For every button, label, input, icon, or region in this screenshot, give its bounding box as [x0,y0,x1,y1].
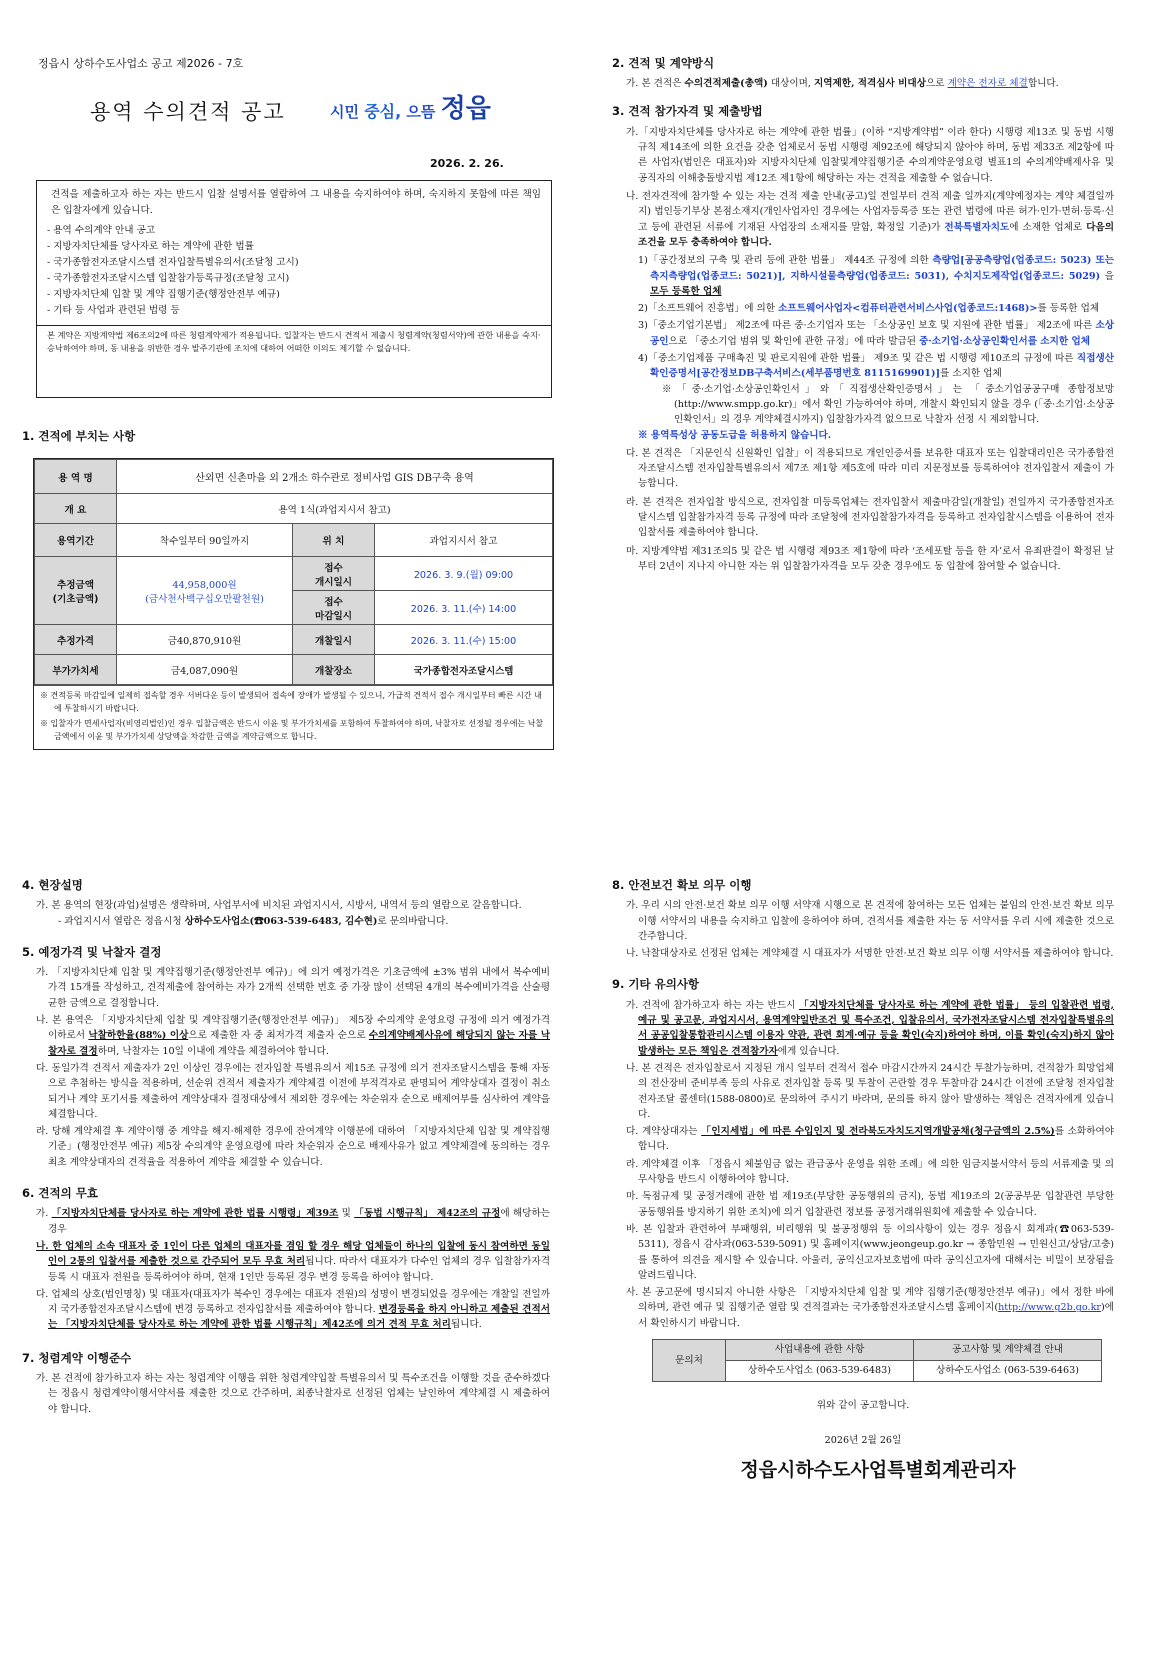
section-heading-2: 2. 견적 및 계약방식 [612,56,715,70]
misc-clause-ga: 가. 견적에 참가하고자 하는 자는 반드시 「지방자치단체를 당사자로 하는 계약에 관한 법률」 등의 입찰관련 법령, 예규 및 공고문, 과업지시서, 용역계약일반조건 및 특수조건, 입찰유의서, 국가전자조달시스템 전자입찰특별유의서 공공입찰통합관리시스템 이용자 약관, 관련 회계·예규 등을 확인(숙지)하여야 하며, 이를 확인(숙지)하지 않아 발생하는 모든 책임은 견적참가자에게 있습니다. [626,999,1114,1057]
notice-intro: 견적을 제출하고자 하는 자는 반드시 입찰 설명서를 열람하여 그 내용을 숙지하여야 하며, 숙지하지 못함에 따른 책임은 입찰자에게 있습니다. [51,189,541,216]
open-datetime-value: 2026. 3. 9.(월) 09:00 [375,557,553,591]
section-heading-4: 4. 현장설명 [22,878,83,892]
left-top-column [36,56,550,71]
label-open-datetime: 접수 개시일시 [293,557,375,591]
label-vat: 부가가치세 [35,655,117,685]
vat-value: 금4,087,090원 [117,655,293,685]
bid-info-table [34,459,553,685]
closing-date: 2026년 2월 26일 [824,1435,902,1447]
section-heading-5: 5. 예정가격 및 낙찰자 결정 [22,944,162,959]
misc-clause-ra: 라. 계약체결 이후 「정읍시 체불임금 없는 관급공사 운영을 위한 조례」에 의한 임금지불서약서 등의 서류제출 및 의무사항을 반드시 이행하여야 합니다. [626,1158,1114,1186]
label-location: 위 치 [293,524,375,557]
g2b-link[interactable]: http://www.g2b.go.kr [998,1302,1101,1314]
label-bid-opening: 개찰일시 [293,625,375,655]
label-period: 용역기간 [35,524,117,557]
misc-clause-ma: 마. 독점규제 및 공정거래에 관한 법 제19조(부당한 공동행위의 금지), 동법 제19조의 2(공공부문 입찰관련 부당한 공동행위를 방지하기 위한 조치)에 의거 입찰관련 정보를 공정거래위원회에 제출할 수 있습니다. [626,1191,1114,1218]
condition-2: 2)「소프트웨어 진흥법」에 의한 소프트웨어사업자<컴퓨터관련서비스사업(업종코드:1468)>를 등록한 업체 [638,303,1100,315]
clause-ma: 마. 지방계약법 제31조의5 및 같은 법 시행령 제93조 제1항에 따라 ‘조세포탈 등을 한 자’로서 유죄판결이 확정된 날부터 2년이 지나지 아니한 자는 위 입찰참가자격을 모두 갖춘 경우에도 동 입찰에 참여할 수 없습니다. [626,545,1114,572]
table-notes [34,685,553,749]
left-bottom-column [22,878,550,1417]
clause-na: 나. 전자견적에 참가할 수 있는 자는 견적 제출 안내(공고)일 전일부터 견적 제출 일까지(계약예정자는 계약 체결일까지) 법인등기부상 본점소재지(개인사업자인 경우에는 사업자등록증 또는 관련 법령에 따른 허가·인가·면허·등록·신고 등에 관련된 서류에 기재된 사업장의 소재지를 말함, 확정일 기준)가 전북특별자치도에 소재한 업체로 다음의 조건을 모두 충족하여야 합니다. [626,191,1114,248]
misc-clause-na: 나. 본 견적은 전자입찰로서 지정된 개시 일부터 견적서 접수 마감시간까지 24시간 투찰가능하며, 견적참가 희망업체의 전산장비 준비부족 등의 사유로 전자입찰 등록 및 투찰이 곤란할 경우 투찰마감 24시간 이전에 조달청 전자입찰 전자조달 콜센터(1588-0800)로 문의하여 주시기 바라며, 문의를 하지 않아 발생하는 책임은 견적자에게 있습니다. [626,1062,1114,1120]
notice-item: - 국가종합전자조달시스템 입찰참가등록규정(조달청 고시) [47,273,290,284]
site-contact: - 과업지시서 열람은 정읍시청 상하수도사업소(☎063-539-6483, 김수현)로 문의바랍니다. [58,915,449,927]
clause-ga: 가.「지방자치단체를 당사자로 하는 계약에 관한 법률」(이하 “지방계약법” 이라 한다) 시행령 제13조 및 동법 시행규칙 제14조에 의한 요건을 갖춘 업체로서 동법 시행령 제92조에 해당되지 않아야 하며, 동법 제33조 제2항에 따른 사업자(법인은 대표자)와 지방자치단체 입찰및계약집행기준 수의계약운영요령 별표1의 수의계약배제사유 및 공직자의 이해충돌방지법 제12조 제1항에 해당하는 자는 견적을 제출할 수 없습니다. [626,126,1114,184]
bid-opening-value: 2026. 3. 11.(수) 15:00 [375,625,553,655]
section-heading-6: 6. 견적의 무효 [22,1186,98,1201]
table-note: ※ 견적등록 마감일에 일제히 접속할 경우 서버다운 등이 발생되어 접속에 장애가 발생될 수 있으니, 가급적 견적서 접수 개시일부터 빠른 시간 내에 투찰하시기 바랍니다. [40,691,542,713]
contact-header-business: 사업내용에 관한 사항 [726,1340,914,1361]
estimated-amount-value: 44,958,000원 (금사천사백구십오만팔천원) [117,557,293,625]
city-slogan-logo: 시민 중심, 으뜸 정읍 [330,94,491,124]
section-heading-9: 9. 기타 유의사항 [612,977,700,992]
contact-label: 문의처 [653,1340,726,1382]
bid-info-table-wrapper [33,458,554,750]
location-value: 과업지시서 참고 [375,524,553,557]
contact-business-phone: 상하수도사업소 (063-539-6483) [726,1361,914,1382]
integrity-clause-ga: 가. 본 견적에 참가하고자 하는 자는 청렴계약 이행을 위한 청렴계약입찰 특별유의서 및 특수조건을 이행할 것을 준수하겠다는 정읍시 청렴계약이행서약서를 제출한 것으로 간주하며, 최종낙찰자로 선정된 업체는 날인하여 계약체결 시 제출하여야 합니다. [36,1373,550,1415]
service-name: 산외면 신촌마을 외 2개소 하수관로 정비사업 GIS DB구축 용역 [117,460,553,494]
label-service-name: 용 역 명 [35,460,117,494]
notice-box [36,180,552,398]
announcement-number: 정읍시 상하수도사업소 공고 제2026 - 7호 [38,57,244,70]
price-clause-ra: 라. 당해 계약체결 후 계약이행 중 계약을 해지·해제한 경우에 잔여계약 이행분에 대하여 「지방자치단체 입찰 및 계약집행기준」(행정안전부 예규) 제5장 수의계약 운영요령에 따라 차순위자 순으로 배제사유가 없고 계약체결에 동의하는 경우 최초 계약상대자의 견적율을 적용하여 계약을 체결할 수 있습니다. [36,1126,550,1168]
section-heading-3: 3. 견적 참가자격 및 제출방법 [612,103,763,118]
table-note: ※ 입찰자가 면세사업자(비영리법인)인 경우 입찰금액은 반드시 이윤 및 부가가치세를 포함하여 투찰하여야 하며, 낙찰자로 선정될 경우에는 낙찰금액에서 이윤 및 부가가치세 상당액을 차감한 금액을 계약금액으로 합니다. [40,719,544,741]
site-clause-ga: 가. 본 용역의 현장(과업)설명은 생략하며, 사업부서에 비치된 과업지시서, 시방서, 내역서 등의 열람으로 갈음합니다. [36,900,522,912]
contact-header-contract: 공고사항 및 계약체결 안내 [914,1340,1102,1361]
safety-clause-ga: 가. 우리 시의 안전·보건 확보 의무 이행 서약재 시행으로 본 견적에 참여하는 모든 업체는 붙임의 안전·보건 확보 의무 이행 서약서의 내용을 숙지하고 입찰에 응하여야 하며, 견적서를 제출한 자는 동 서약서를 우리 시에 제출한 것으로 간주합니다. [626,900,1114,942]
misc-clause-da: 다. 계약상대자는 「인지세법」에 따른 수입인지 및 전라북도자치도지역개발공채(청구금액의 2.5%)를 소화하여야 합니다. [626,1126,1114,1153]
notice-item: - 지방자치단체를 당사자로 하는 계약에 관한 법률 [47,241,254,252]
issuing-organization: 정읍시하수도사업특별회계관리자 [740,1458,1016,1481]
price-clause-na: 나. 본 용역은 「지방자치단체 입찰 및 계약집행기준(행정안전부 예규)」 제5장 수의계약 운영요령 규정에 의거 예정가격 이하로서 낙찰하한율(88%) 이상으로 제출한 자 중 최저가격 제출자 순으로 수의계약배제사유에 해당되지 않는 자를 낙찰자로 결정하며, 낙찰자는 10일 이내에 계약을 체결하여야 합니다. [36,1015,550,1057]
contact-contract-phone: 상하수도사업소 (063-539-6463) [914,1361,1102,1382]
contact-table [652,1339,1102,1382]
label-estimated-price: 추정가격 [35,625,117,655]
notice-item: - 국가종합전자조달시스템 전자입찰특별유의서(조달청 고시) [47,257,299,268]
section-heading-7: 7. 청렴계약 이행준수 [22,1350,132,1365]
misc-clause-ba: 바. 본 입찰과 관련하여 부패행위, 비리행위 및 불공정행위 등 이의사항이 있는 경우 정읍시 회계과(☎063-539-5311), 정읍시 감사과(063-539-5091) 및 홈페이지(www.jeongeup.go.kr → 종합민원 → 민원신고/상담/고충)를 통하여 의견을 제시할 수 있습니다. 아울러, 공익신고자보호법에 따라 공익신고자에 대해서는 비밀이 보장됨을 알려드립니다. [626,1223,1114,1281]
invalid-clause-ga: 가. 「지방자치단체를 당사자로 하는 계약에 관한 법률 시행령」제39조 및 「동법 시행규칙」 제42조의 규정에 해당하는 경우 [36,1208,550,1235]
page-title: 용역 수의견적 공고 [90,100,286,124]
close-datetime-value: 2026. 3. 11.(수) 14:00 [375,591,553,625]
notice-item: - 기타 등 사업과 관련된 법령 등 [47,305,180,316]
notice-list [47,223,541,319]
price-clause-da: 다. 동일가격 견적서 제출자가 2인 이상인 경우에는 전자입찰 특별유의서 제15조 규정에 의거 전자조달시스템을 통해 자동으로 추첨하는 방식을 적용하며, 선순위 견적서 제출자가 계약체결 이전에 부적격자로 판명되어 계약상대자 결정이 취소되거나 계약 포기서를 제출하여 계약상대자 결정대상에서 제외한 경우에는 차순위자 순으로 배제여부를 심사하여 계약을 체결합니다. [36,1062,550,1120]
condition-4-note: ※「중·소기업·소상공인확인서」와「직접생산확인증명서」는 「중소기업공공구매 종합정보망 (http://www.smpp.go.kr)」에서 확인 가능하여야 하며, 개찰시 확인되지 않을 경우 (「중·소기업·소상공인확인서」의 경우 계약체결시까지) 입찰참가자격 없으므로 낙찰자 선정 시 제외합니다. [662,383,1114,426]
label-opening-place: 개찰장소 [293,655,375,685]
notice-item: - 지방자치단체 입찰 및 계약 집행기준(행정안전부 예규) [47,289,280,300]
joint-contract-note: ※ 용역특성상 공동도급을 허용하지 않습니다. [638,429,832,441]
condition-3: 3)「중소기업기본법」 제2조에 따른 중·소기업자 또는 「소상공인 보호 및 지원에 관한 법률」 제2조에 따른 소상공인으로 「중소기업 범위 및 확인에 관한 규정」에 따라 발급된 중·소기업·소상공인확인서를 소지한 업체 [638,320,1114,347]
label-estimated-amount: 추정금액 (기초금액) [35,557,117,625]
right-top-column [612,56,1114,574]
condition-4: 4)「중소기업제품 구매촉진 및 판로지원에 관한 법률」 제9조 및 같은 법 시행령 제10조의 규정에 따른 직접생산확인증명서[공간정보DB구축서비스(세부품명번호 8115169901)]를 소지한 업체 [638,353,1114,380]
invalid-clause-na: 나. 한 업체의 소속 대표자 중 1인이 다른 업체의 대표자를 겸임 할 경우 해당 업체들이 하나의 입찰에 동시 참여하면 동일인이 2통의 입찰서를 제출한 것으로 간주되어 모두 무효 처리됩니다. 따라서 대표자가 다수인 업체의 경우 입찰참가자격 등록 시 대표자 전원을 등록하여야 하며, 현재 1인만 등록된 경우 변경 등록을 하여야 합니다. [36,1240,550,1283]
section-heading-1: 1. 견적에 부치는 사항 [22,429,136,443]
section-heading-8: 8. 안전보건 확보 의무 이행 [612,878,752,892]
announcement-date: 2026. 2. 26. [430,157,504,170]
notice-item: - 용역 수의계약 안내 공고 [47,225,156,236]
condition-1: 1)「공간정보의 구축 및 관리 등에 관한 법률」 제44조 규정에 의한 측량업[공공측량업(업종코드: 5023) 또는 측지측량업(업종코드: 5021)], 지하시설물측량업(업종코드: 5031), 수치지도제작업(업종코드: 5029) 을 모두 등록한 업체 [638,255,1114,297]
estimated-price-value: 금40,870,910원 [117,625,293,655]
integrity-contract-note: 본 계약은 지방계약법 제6조의2에 따른 청렴계약제가 적용됩니다. 입찰자는 반드시 견적서 제출시 청렴계약(청렴서약)에 관한 내용을 숙지·승낙하여야 하며, 동 내용을 위반한 경우 발주기관에 조치에 대하여 어떠한 이의도 제기할 수 없습니다. [37,325,551,358]
period-value: 착수일부터 90일까지 [117,524,293,557]
clause-da: 다. 본 견적은 「지문인식 신원확인 입찰」이 적용되므로 개인인증서를 보유한 대표자 또는 입찰대리인은 국가종합전자조달시스템 전자입찰특별유의서 제7조 제1항 제5호에 따라 미리 지문정보를 등록하여야 전자입찰서 제출이 가능합니다. [626,447,1114,490]
opening-place-value: 국가종합전자조달시스템 [375,655,553,685]
label-close-datetime: 접수 마감일시 [293,591,375,625]
closing-statement: 위와 같이 공고합니다. [816,1400,910,1412]
safety-clause-na: 나. 낙찰대상자로 선정된 업체는 계약체결 시 대표자가 서명한 안전·보건 확보 의무 이행 서약서를 제출하여야 합니다. [626,948,1114,960]
overview-value: 용역 1식(과업지시서 참고) [117,494,553,524]
invalid-clause-da: 다. 업체의 상호(법인명칭) 및 대표자(대표자가 복수인 경우에는 대표자 전원)의 성명이 변경되었을 경우에는 개찰일 전일까지 국가종합전자조달시스템에 변경 등록하고 전자입찰서를 제출하여야 합니다. 변경등록을 하지 아니하고 제출된 견적서는 「지방자치단체를 당사자로 하는 계약에 관한 법률 시행규칙」제42조에 의거 견적 무효 처리됩니다. [36,1288,550,1331]
label-overview: 개 요 [35,494,117,524]
price-clause-ga: 가. 「지방자치단체 입찰 및 계약집행기준(행정안전부 예규)」에 의거 예정가격은 기초금액에 ±3% 범위 내에서 복수예비가격 15개를 작성하고, 견적제출에 참여하는 자가 2개씩 선택한 번호 중 가장 많이 선택된 4개의 복수예비가격을 산술평균한 금액으로 결정합니다. [36,967,550,1009]
right-bottom-column [612,878,1114,1481]
misc-clause-sa: 사. 본 공고문에 명시되지 아니한 사항은 「지방자치단체 입찰 및 계약 집행기준(행정안전부 예규)」에서 정한 바에 의하며, 관련 예규 및 집행기준 열람 및 견적결과는 국가종합전자조달시스템 홈페이지(http://www.g2b.go.kr)에서 확인하시기 바랍니다. [626,1287,1114,1329]
clause-ra: 라. 본 견적은 전자입찰 방식으로, 전자입찰 미등록업체는 전자입찰서 제출마감일(개찰일) 전일까지 국가종합전자조달시스템 입찰참가자격 등록 규정에 따라 조달청에 전자입찰참가자격을 등록하고 전자입찰시스템을 이용하여 전자입찰서를 제출하여야 합니다. [626,496,1114,539]
contract-method: 가. 본 견적은 수의견적제출(총액) 대상이며, 지역제한, 적격심사 비대상으로 계약은 전자로 체결합니다. [626,78,1059,90]
section-3-body [612,125,1114,574]
